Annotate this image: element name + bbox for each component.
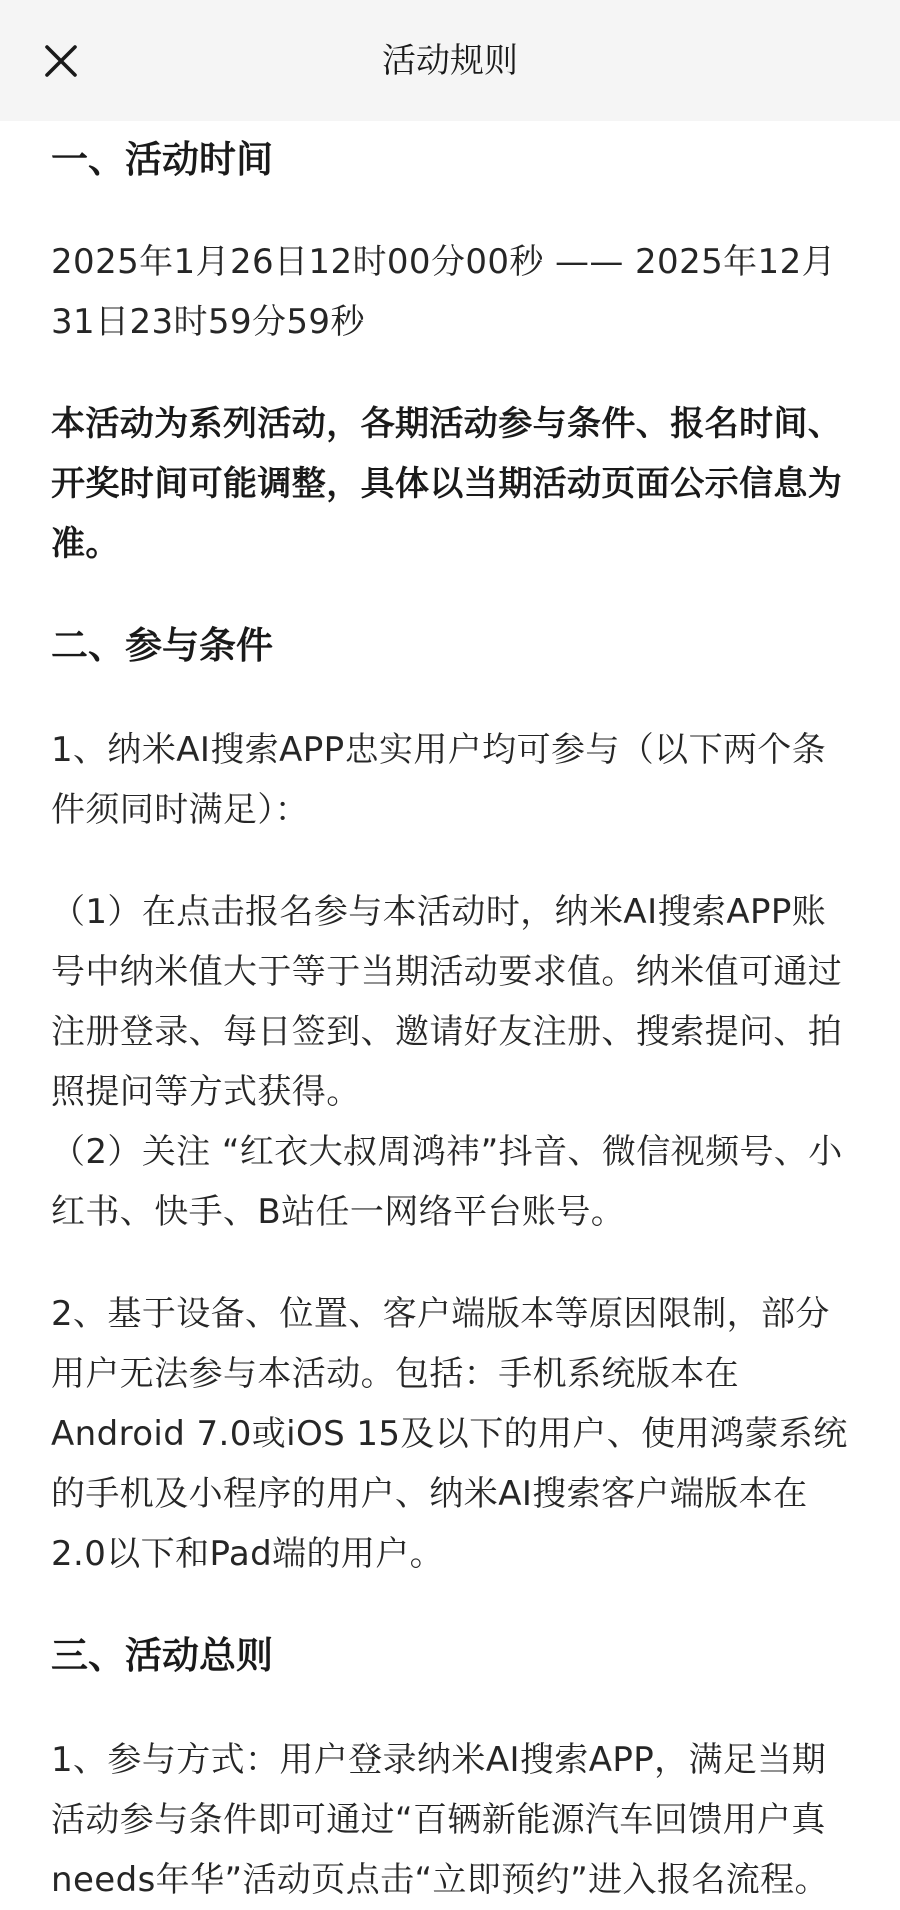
series-notice: 本活动为系列活动，各期活动参与条件、报名时间、开奖时间可能调整，具体以当期活动页面公示信息为准。 — [51, 404, 843, 564]
page-title: 活动规则 — [382, 41, 518, 81]
general-rule-1: 1、参与方式：用户登录纳米AI搜索APP，满足当期活动参与条件即可通过“百辆新能源汽车回馈用户真needs年华”活动页点击“立即预约”进入报名流程。 — [51, 1740, 829, 1900]
section-title-conditions: 二、参与条件 — [51, 624, 273, 667]
rules-content — [51, 130, 857, 1910]
condition-2: 2、基于设备、位置、客户端版本等原因限制，部分用户无法参与本活动。包括：手机系统版本在Android 7.0或iOS 15及以下的用户、使用鸿蒙系统的手机及小程序的用户、纳米AI搜索客户端版本在2.0以下和Pad端的用户。 — [51, 1294, 848, 1574]
condition-1: 1、纳米AI搜索APP忠实用户均可参与（以下两个条件须同时满足）： — [51, 730, 827, 830]
condition-1-item-2: （2）关注 “红衣大叔周鸿祎”抖音、微信视频号、小红书、快手、B站任一网络平台账号。 — [51, 1132, 843, 1232]
activity-period: 2025年1月26日12时00分00秒 —— 2025年12月31日23时59分59秒 — [51, 242, 837, 342]
section-title-time: 一、活动时间 — [51, 138, 273, 181]
top-bar — [0, 0, 900, 121]
condition-1-item-1: （1）在点击报名参与本活动时，纳米AI搜索APP账号中纳米值大于等于当期活动要求值。纳米值可通过注册登录、每日签到、邀请好友注册、搜索提问、拍照提问等方式获得。 — [51, 892, 843, 1112]
section-title-general: 三、活动总则 — [51, 1634, 273, 1677]
